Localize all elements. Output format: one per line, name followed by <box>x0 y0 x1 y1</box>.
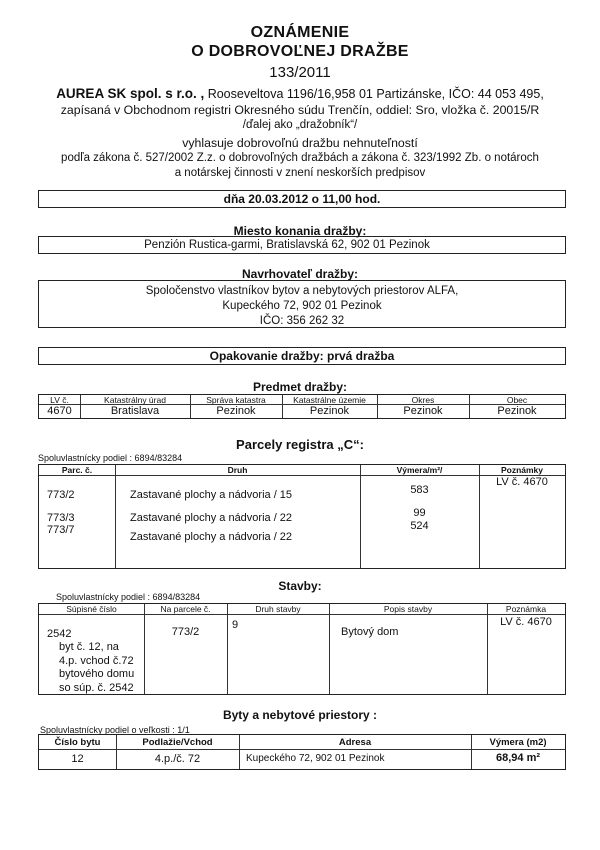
law-line-1: podľa zákona č. 527/2002 Z.z. o dobrovoľných dražbách a zákona č. 323/1992 Zb. o notároch <box>61 152 539 164</box>
parcel-row-1-type: Zastavané plochy a nádvoria / 15 <box>130 489 293 501</box>
parcel-row-1-area: 583 <box>410 484 429 496</box>
buildings-col-desc: Popis stavby <box>383 604 433 614</box>
location-heading: Miesto konania dražby: <box>233 224 367 238</box>
flat-floor: 4.p./č. 72 <box>154 753 201 765</box>
company-line <box>0 86 600 101</box>
parcels-col-parc: Parc. č. <box>61 465 93 475</box>
subject-col-lv: LV č. <box>50 395 69 405</box>
building-supisne: 2542 <box>47 628 72 640</box>
buildings-col-parcel: Na parcele č. <box>160 604 211 614</box>
location-value: Penzión Rustica-garmi, Bratislavská 62, 902 01 Pezinok <box>144 239 430 251</box>
flats-col-area: Výmera (m2) <box>489 737 547 748</box>
building-description: Bytový dom <box>341 626 399 638</box>
building-parcel: 773/2 <box>171 626 200 638</box>
subject-municipality: Pezinok <box>497 405 537 417</box>
flats-col-number: Číslo bytu <box>54 737 101 748</box>
buildings-col-type: Druh stavby <box>255 604 301 614</box>
parcel-row-3-area: 524 <box>410 520 429 532</box>
proposer-heading: Navrhovateľ dražby: <box>242 267 358 281</box>
subject-col-district: Okres <box>411 395 435 405</box>
parcels-heading: Parcely registra „C“: <box>236 437 364 452</box>
subject-cadastre-area: Pezinok <box>309 405 350 417</box>
subject-district: Pezinok <box>403 405 443 417</box>
parcels-table <box>38 464 566 569</box>
subject-table <box>38 394 566 419</box>
parcel-row-2-number: 773/3 <box>47 512 75 524</box>
subject-col-cadastre-area: Katastrálne územie <box>293 395 366 405</box>
subject-col-cadastre-admin: Správa katastra <box>206 395 266 405</box>
auction-date: dňa 20.03.2012 o 11,00 hod. <box>223 192 381 206</box>
subject-heading: Predmet dražby: <box>252 380 348 394</box>
flats-heading: Byty a nebytové priestory : <box>222 708 378 722</box>
parcels-share: Spoluvlastnícky podiel : 6894/83284 <box>38 453 183 463</box>
flat-number: 12 <box>71 753 84 765</box>
building-detail-2: 4.p. vchod č.72 <box>59 654 134 667</box>
building-type: 9 <box>232 619 239 631</box>
flats-table <box>38 734 566 770</box>
flats-col-address: Adresa <box>338 737 372 748</box>
building-detail-1: byt č. 12, na <box>59 641 119 653</box>
repeat-label: Opakovanie dražby: prvá dražba <box>209 349 395 363</box>
parcel-row-2-type: Zastavané plochy a nádvoria / 22 <box>130 512 293 524</box>
page-title: OZNÁMENIE <box>250 24 350 41</box>
building-detail-3: bytového domu <box>59 668 135 680</box>
subject-col-municipality: Obec <box>506 395 528 405</box>
parcel-row-1-number: 773/2 <box>47 489 75 501</box>
proposer-line-3: IČO: 356 262 32 <box>259 315 345 327</box>
subject-lv: 4670 <box>47 405 72 417</box>
parcel-row-3-type: Zastavané plochy a nádvoria / 22 <box>130 531 293 543</box>
location-box <box>38 236 566 254</box>
company-address: Rooseveltova 1196/16,958 01 Partizánske, IČO: 44 053 495, <box>204 87 544 101</box>
building-details <box>59 641 134 695</box>
buildings-col-supisne: Súpisné číslo <box>66 604 117 614</box>
auction-date-box <box>38 190 566 208</box>
building-detail-4: so súp. č. 2542 <box>59 681 134 694</box>
proposer-line-1: Spoločenstvo vlastníkov bytov a nebytových priestorov ALFA, <box>145 285 459 297</box>
repeat-box <box>38 347 566 365</box>
buildings-share: Spoluvlastnícky podiel : 6894/83284 <box>56 592 201 602</box>
company-name: AUREA SK spol. s r.o. , <box>56 86 205 101</box>
buildings-table <box>38 603 566 695</box>
proposer-line-2: Kupeckého 72, 902 01 Pezinok <box>222 300 382 312</box>
parcel-row-3-number: 773/7 <box>47 524 75 536</box>
subject-cadastre-office: Bratislava <box>110 405 160 417</box>
notice-number: 133/2011 <box>269 64 331 81</box>
flats-share: Spoluvlastnícky podiel o veľkosti : 1/1 <box>40 725 190 735</box>
buildings-heading: Stavby: <box>278 579 322 593</box>
parcel-row-1-note: LV č. 4670 <box>496 476 548 488</box>
buildings-col-note: Poznámka <box>505 604 547 614</box>
subject-cadastre-admin: Pezinok <box>216 405 256 417</box>
parcel-row-2-area: 99 <box>413 507 426 519</box>
law-line-2: a notárskej činnosti v znení neskorších predpisov <box>174 167 426 179</box>
alias-line: /ďalej ako „dražobník“/ <box>242 119 358 131</box>
subject-col-cadastre-office: Katastrálny úrad <box>104 395 166 405</box>
flat-area: 68,94 m² <box>495 752 541 764</box>
page-subtitle: O DOBROVOĽNEJ DRAŽBE <box>191 43 409 60</box>
flat-address: Kupeckého 72, 902 01 Pezinok <box>246 753 385 764</box>
parcels-col-notes: Poznámky <box>500 465 544 475</box>
building-note: LV č. 4670 <box>500 616 552 628</box>
parcels-col-type: Druh <box>227 465 248 475</box>
flats-col-floor: Podlažie/Vchod <box>142 737 213 748</box>
proposer-box <box>38 280 566 328</box>
announces-line: vyhlasuje dobrovoľnú dražbu nehnuteľností <box>182 136 418 150</box>
registry-line: zapísaná v Obchodnom registri Okresného súdu Trenčín, oddiel: Sro, vložka č. 20015/R <box>60 103 540 117</box>
parcels-col-area: Výmera/m²/ <box>396 465 443 475</box>
